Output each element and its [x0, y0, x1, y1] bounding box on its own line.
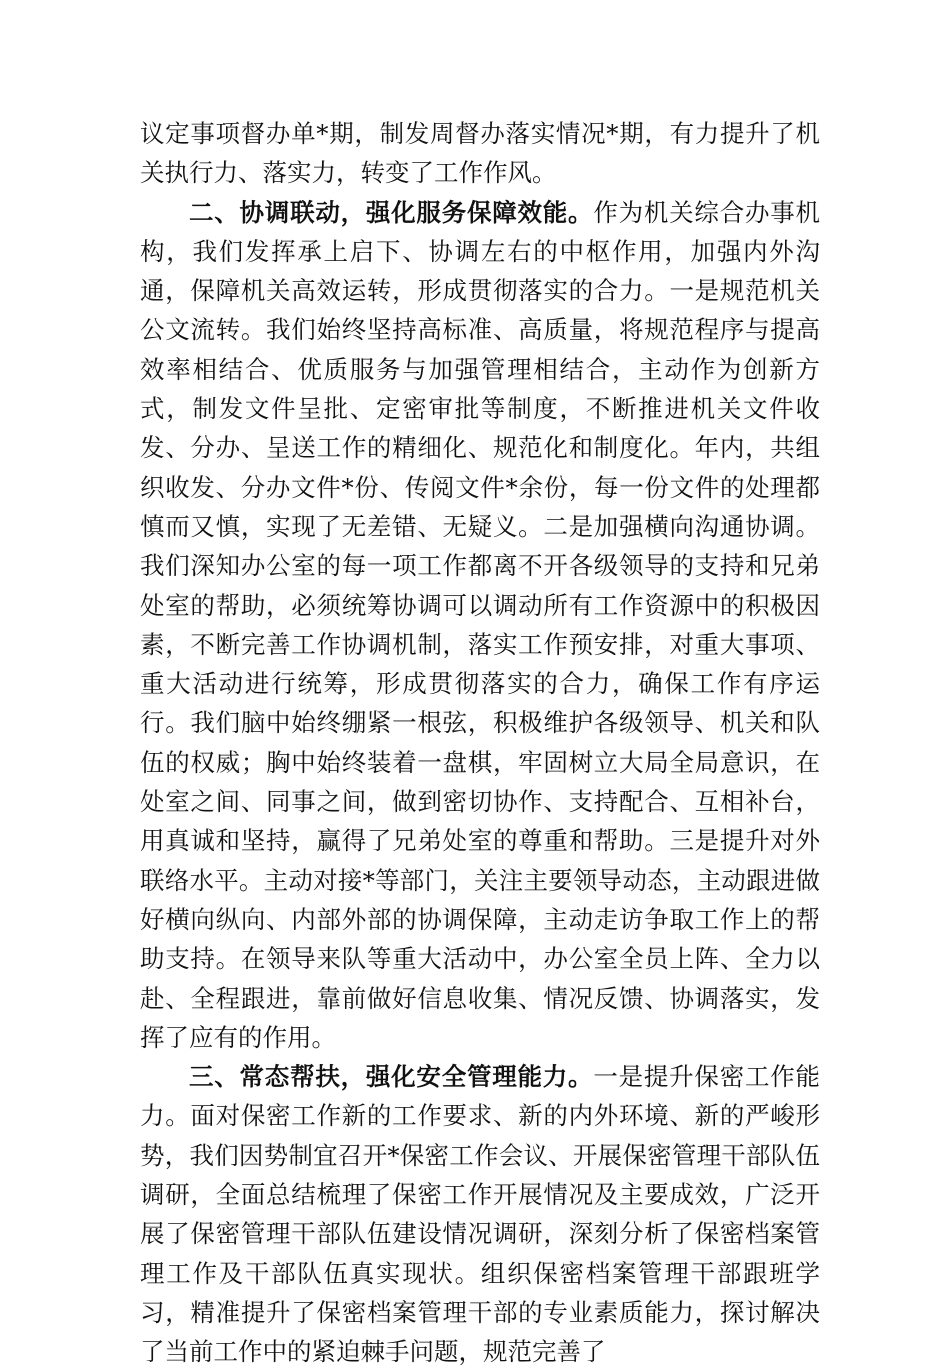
paragraph-section-three [140, 1057, 820, 1371]
paragraph-section-two [140, 193, 820, 1058]
document-body [140, 114, 820, 1372]
paragraph-continuation [140, 114, 820, 193]
paragraph-text: 作为机关综合办事机构，我们发挥承上启下、协调左右的中枢作用，加强内外沟通，保障机关高效运转，形成贯彻落实的合力。一是规范机关公文流转。我们始终坚持高标准、高质量，将规范程序与提高效率相结合、优质服务与加强管理相结合，主动作为创新方式，制发文件呈批、定密审批等制度，不断推进机关文件收发、分办、呈送工作的精细化、规范化和制度化。年内，共组织收发、分办文件*份、传阅文件*余份，每一份文件的处理都慎而又慎，实现了无差错、无疑义。二是加强横向沟通协调。我们深知办公室的每一项工作都离不开各级领导的支持和兄弟处室的帮助，必须统筹协调可以调动所有工作资源中的积极因素，不断完善工作协调机制，落实工作预安排，对重大事项、重大活动进行统筹，形成贯彻落实的合力，确保工作有序运行。我们脑中始终绷紧一根弦，积极维护各级领导、机关和队伍的权威；胸中始终装着一盘棋，牢固树立大局全局意识，在处室之间、同事之间，做到密切协作、支持配合、互相补台，用真诚和坚持，赢得了兄弟处室的尊重和帮助。三是提升对外联络水平。主动对接*等部门，关注主要领导动态，主动跟进做好横向纵向、内部外部的协调保障，主动走访争取工作上的帮助支持。在领导来队等重大活动中，办公室全员上阵、全力以赴、全程跟进，靠前做好信息收集、情况反馈、协调落实，发挥了应有的作用。 [140, 197, 821, 1052]
section-heading: 二、协调联动，强化服务保障效能。 [189, 197, 594, 227]
paragraph-text: 议定事项督办单*期，制发周督办落实情况*期，有力提升了机关执行力、落实力，转变了工作作风。 [140, 119, 820, 188]
paragraph-text: 一是提升保密工作能力。面对保密工作新的工作要求、新的内外环境、新的严峻形势，我们因势制宜召开*保密工作会议、开展保密管理干部队伍调研，全面总结梳理了保密工作开展情况及主要成效，广泛开展了保密管理干部队伍建设情况调研，深刻分析了保密档案管理工作及干部队伍真实现状。组织保密档案管理干部跟班学习，精准提升了保密档案管理干部的专业素质能力，探讨解决了当前工作中的紧迫棘手问题，规范完善了 [140, 1062, 821, 1367]
section-heading: 三、常态帮扶，强化安全管理能力。 [189, 1062, 594, 1092]
